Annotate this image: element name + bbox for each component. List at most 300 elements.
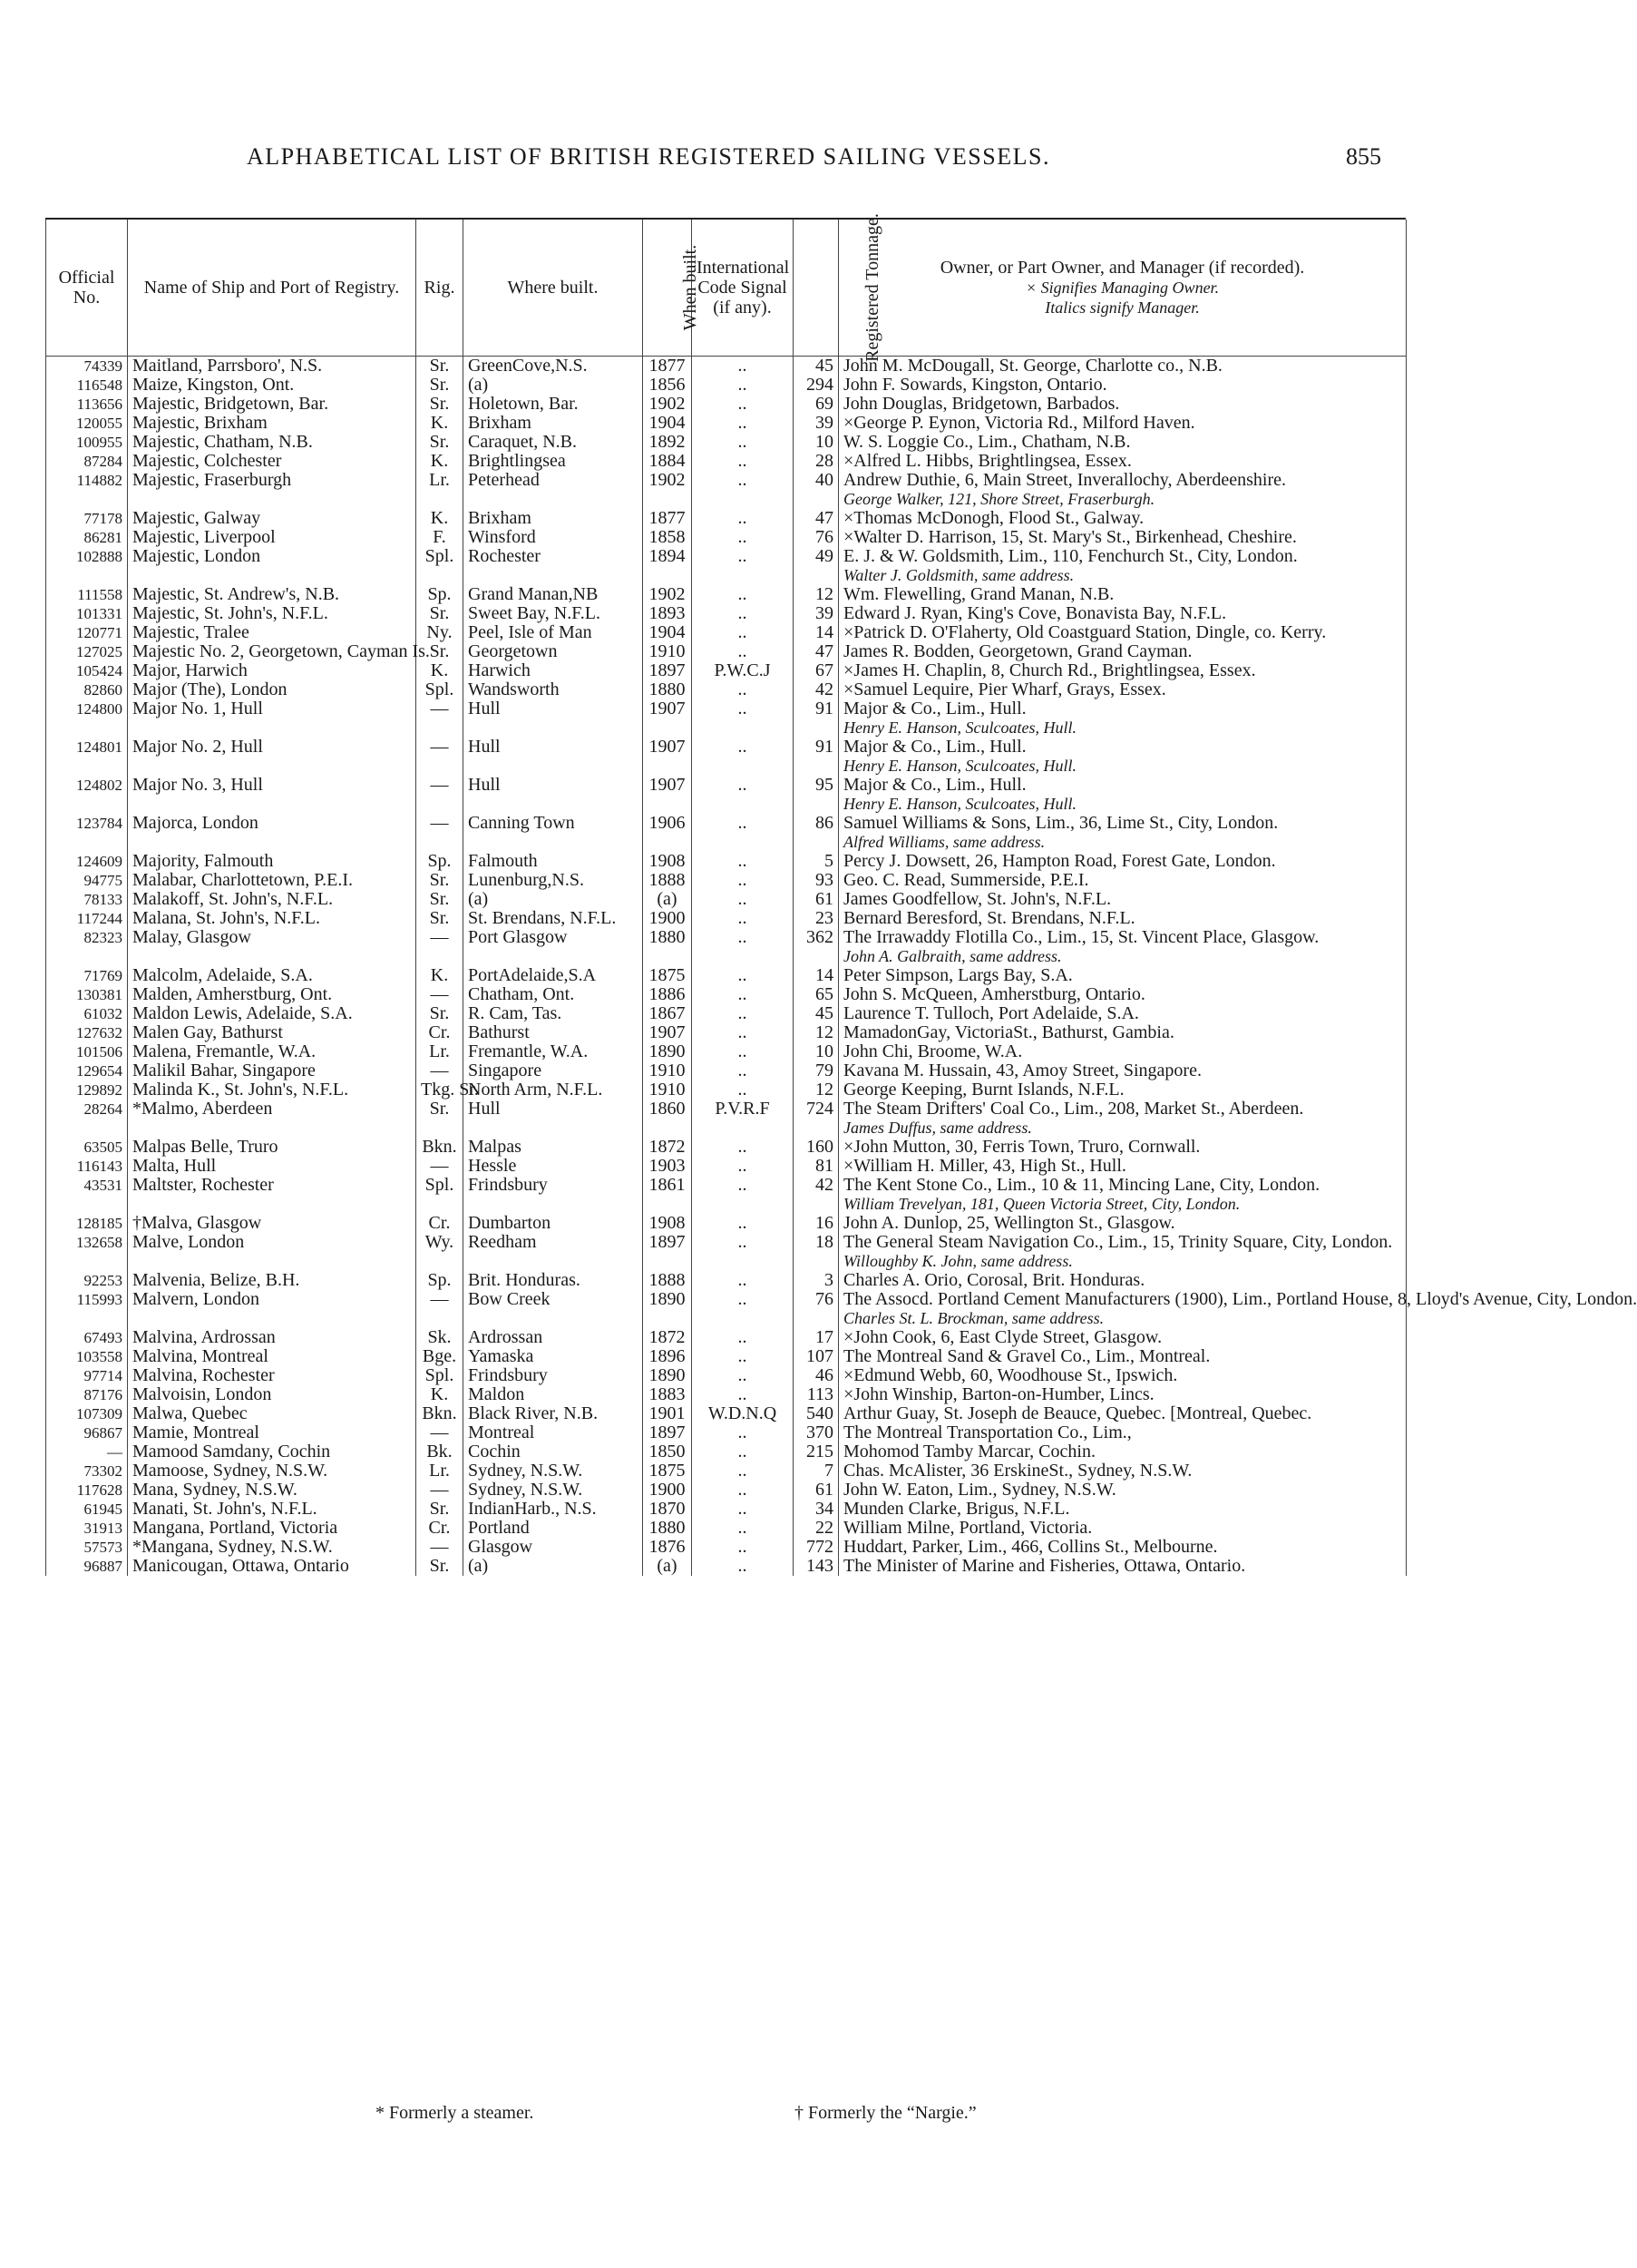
table-row [46, 1328, 1407, 1347]
owner-cell [839, 680, 1407, 699]
official-no-cell: 124609 [46, 852, 128, 871]
col-owner-note: × Signifies Managing Owner. [1025, 279, 1220, 297]
manager-text: Walter J. Goldsmith, same address. [843, 566, 1075, 584]
table-row [46, 357, 1407, 376]
official-no-cell: 31913 [46, 1519, 128, 1538]
tonnage-cell: 23 [794, 909, 839, 928]
rig-cell: Sr. [416, 1100, 463, 1138]
tonnage-cell: 18 [794, 1233, 839, 1271]
code-signal-cell: .. [692, 471, 794, 509]
owner-cell [839, 985, 1407, 1004]
when-built-cell: 1910 [643, 1080, 692, 1100]
table-row [46, 1004, 1407, 1023]
owner-cell [839, 395, 1407, 414]
code-signal-cell: .. [692, 528, 794, 547]
code-signal-cell: .. [692, 1328, 794, 1347]
owner-cell [839, 1042, 1407, 1061]
official-no-cell: 132658 [46, 1233, 128, 1271]
rig-cell: Wy. [416, 1233, 463, 1271]
owner-cell [839, 1061, 1407, 1080]
official-no-cell: 105424 [46, 661, 128, 680]
tonnage-cell: 39 [794, 414, 839, 433]
official-no-cell: 101506 [46, 1042, 128, 1061]
code-signal-cell: .. [692, 1519, 794, 1538]
ship-name-cell: Maldon Lewis, Adelaide, S.A. [128, 1004, 416, 1023]
tonnage-cell: 10 [794, 433, 839, 452]
when-built-cell: 1902 [643, 395, 692, 414]
ship-name-cell: Majestic No. 2, Georgetown, Cayman Is. [128, 642, 416, 661]
official-no-cell: 102888 [46, 547, 128, 585]
table-row [46, 452, 1407, 471]
owner-text: The Kent Stone Co., Lim., 10 & 11, Mincing Lane, City, London. [843, 1175, 1320, 1195]
owner-text: ×John Cook, 6, East Clyde Street, Glasgow. [843, 1327, 1163, 1347]
where-built-cell: Caraquet, N.B. [463, 433, 643, 452]
tonnage-cell: 67 [794, 661, 839, 680]
table-row [46, 680, 1407, 699]
manager-text: William Trevelyan, 181, Queen Victoria Street, City, London. [843, 1195, 1241, 1213]
tonnage-cell: 215 [794, 1442, 839, 1461]
official-no-cell: 57573 [46, 1538, 128, 1557]
official-no-cell: 71769 [46, 966, 128, 985]
tonnage-cell: 86 [794, 814, 839, 852]
official-no-cell: 124802 [46, 776, 128, 814]
register-body [46, 356, 1637, 1577]
rig-cell: Cr. [416, 1214, 463, 1233]
owner-text: Kavana M. Hussain, 43, Amoy Street, Singapore. [843, 1061, 1202, 1080]
table-row [46, 1557, 1407, 1576]
where-built-cell: (a) [463, 376, 643, 395]
where-built-cell: Hull [463, 776, 643, 814]
tonnage-cell: 91 [794, 738, 839, 776]
where-built-cell: Holetown, Bar. [463, 395, 643, 414]
official-no-cell: 120055 [46, 414, 128, 433]
where-built-cell: Falmouth [463, 852, 643, 871]
table-row [46, 661, 1407, 680]
ship-name-cell: Malakoff, St. John's, N.F.L. [128, 890, 416, 909]
official-no-cell: 117628 [46, 1481, 128, 1500]
where-built-cell: Sydney, N.S.W. [463, 1481, 643, 1500]
table-row [46, 1042, 1407, 1061]
when-built-cell: 1890 [643, 1366, 692, 1385]
owner-text: The General Steam Navigation Co., Lim., 15, Trinity Square, City, London. [843, 1232, 1393, 1252]
table-row [46, 1347, 1407, 1366]
when-built-cell: 1897 [643, 1423, 692, 1442]
when-built-cell: 1907 [643, 738, 692, 776]
code-signal-cell: .. [692, 1423, 794, 1442]
table-row [46, 814, 1407, 852]
owner-text: The Irrawaddy Flotilla Co., Lim., 15, St. Vincent Place, Glasgow. [843, 927, 1320, 947]
table-row [46, 1500, 1407, 1519]
code-signal-cell: .. [692, 1157, 794, 1176]
table-row [46, 1366, 1407, 1385]
owner-cell [839, 1538, 1407, 1557]
ship-name-cell: Malta, Hull [128, 1157, 416, 1176]
code-signal-cell: W.D.N.Q [692, 1404, 794, 1423]
ship-name-cell: Malvoisin, London [128, 1385, 416, 1404]
table-row [46, 852, 1407, 871]
ship-name-cell: Malvina, Ardrossan [128, 1328, 416, 1347]
table-row [46, 471, 1407, 509]
ship-name-cell: Major No. 2, Hull [128, 738, 416, 776]
footnote-nargie: † Formerly the “Nargie.” [794, 2103, 977, 2123]
official-no-cell: 87176 [46, 1385, 128, 1404]
code-signal-cell: .. [692, 1176, 794, 1214]
when-built-cell: 1902 [643, 585, 692, 604]
table-row [46, 1385, 1407, 1404]
when-built-cell: 1897 [643, 1233, 692, 1271]
rig-cell: Sr. [416, 395, 463, 414]
where-built-cell: Reedham [463, 1233, 643, 1271]
owner-cell [839, 1100, 1407, 1138]
rig-cell: Sp. [416, 585, 463, 604]
manager-text: Willoughby K. John, same address. [843, 1252, 1073, 1270]
rig-cell: Sr. [416, 1557, 463, 1576]
ship-name-cell: Malay, Glasgow [128, 928, 416, 966]
tonnage-cell: 12 [794, 1023, 839, 1042]
owner-cell [839, 966, 1407, 985]
owner-cell [839, 1233, 1407, 1271]
rig-cell: — [416, 1423, 463, 1442]
rig-cell: K. [416, 509, 463, 528]
code-signal-cell: .. [692, 1290, 794, 1328]
owner-cell [839, 814, 1407, 852]
tonnage-cell: 46 [794, 1366, 839, 1385]
owner-cell [839, 471, 1407, 509]
code-signal-cell: .. [692, 1538, 794, 1557]
code-signal-cell: .. [692, 1366, 794, 1385]
where-built-cell: Sydney, N.S.W. [463, 1461, 643, 1481]
owner-text: Chas. McAlister, 36 ErskineSt., Sydney, N.S.W. [843, 1461, 1193, 1481]
manager-text: James Duffus, same address. [843, 1119, 1032, 1137]
when-built-cell: 1907 [643, 1023, 692, 1042]
when-built-cell: 1886 [643, 985, 692, 1004]
ship-name-cell: Majority, Falmouth [128, 852, 416, 871]
where-built-cell: (a) [463, 890, 643, 909]
owner-text: George Keeping, Burnt Islands, N.F.L. [843, 1080, 1125, 1100]
col-owner-note2: Italics signify Manager. [1045, 298, 1200, 317]
rig-cell: Spl. [416, 1176, 463, 1214]
where-built-cell: Black River, N.B. [463, 1404, 643, 1423]
owner-text: W. S. Loggie Co., Lim., Chatham, N.B. [843, 432, 1131, 452]
owner-cell [839, 1023, 1407, 1042]
when-built-cell: 1876 [643, 1538, 692, 1557]
where-built-cell: Singapore [463, 1061, 643, 1080]
table-row [46, 966, 1407, 985]
official-no-cell: 113656 [46, 395, 128, 414]
owner-text: The Montreal Sand & Gravel Co., Lim., Montreal. [843, 1346, 1211, 1366]
where-built-cell: Maldon [463, 1385, 643, 1404]
code-signal-cell: .. [692, 680, 794, 699]
rig-cell: K. [416, 966, 463, 985]
tonnage-cell: 47 [794, 642, 839, 661]
table-row [46, 738, 1407, 776]
where-built-cell: Yamaska [463, 1347, 643, 1366]
owner-text: Edward J. Ryan, King's Cove, Bonavista Bay, N.F.L. [843, 603, 1227, 623]
owner-text: ×Samuel Lequire, Pier Wharf, Grays, Essex. [843, 679, 1166, 699]
code-signal-cell: .. [692, 547, 794, 585]
when-built-cell: 1856 [643, 376, 692, 395]
owner-cell [839, 1519, 1407, 1538]
rig-cell: Lr. [416, 471, 463, 509]
owner-text: John M. McDougall, St. George, Charlotte co., N.B. [843, 356, 1223, 376]
code-signal-cell: .. [692, 1080, 794, 1100]
official-no-cell: 124801 [46, 738, 128, 776]
where-built-cell: Portland [463, 1519, 643, 1538]
where-built-cell: Montreal [463, 1423, 643, 1442]
owner-cell [839, 909, 1407, 928]
tonnage-cell: 7 [794, 1461, 839, 1481]
owner-text: ×John Winship, Barton-on-Humber, Lincs. [843, 1384, 1155, 1404]
rig-cell: Tkg. Sr. [416, 1080, 463, 1100]
where-built-cell: Brit. Honduras. [463, 1271, 643, 1290]
rig-cell: — [416, 699, 463, 738]
tonnage-cell: 61 [794, 1481, 839, 1500]
where-built-cell: Brightlingsea [463, 452, 643, 471]
when-built-cell: 1883 [643, 1385, 692, 1404]
official-no-cell: 43531 [46, 1176, 128, 1214]
when-built-cell: 1907 [643, 776, 692, 814]
official-no-cell: 124800 [46, 699, 128, 738]
when-built-cell: 1860 [643, 1100, 692, 1138]
when-built-cell: (a) [643, 1557, 692, 1576]
code-signal-cell: .. [692, 1347, 794, 1366]
tonnage-cell: 40 [794, 471, 839, 509]
rig-cell: Spl. [416, 1366, 463, 1385]
owner-text: Bernard Beresford, St. Brendans, N.F.L. [843, 908, 1135, 928]
where-built-cell: Bow Creek [463, 1290, 643, 1328]
where-built-cell: North Arm, N.F.L. [463, 1080, 643, 1100]
when-built-cell: 1902 [643, 471, 692, 509]
tonnage-cell: 3 [794, 1271, 839, 1290]
owner-text: Major & Co., Lim., Hull. [843, 775, 1027, 795]
owner-text: Major & Co., Lim., Hull. [843, 699, 1027, 719]
code-signal-cell: .. [692, 395, 794, 414]
table-row [46, 376, 1407, 395]
code-signal-cell: .. [692, 776, 794, 814]
when-built-cell: 1908 [643, 852, 692, 871]
owner-text: John Chi, Broome, W.A. [843, 1041, 1023, 1061]
owner-cell [839, 642, 1407, 661]
rig-cell: Lr. [416, 1042, 463, 1061]
table-row [46, 642, 1407, 661]
table-row [46, 1442, 1407, 1461]
official-no-cell: 101331 [46, 604, 128, 623]
tonnage-cell: 93 [794, 871, 839, 890]
header-row [46, 220, 1407, 357]
table-row [46, 890, 1407, 909]
table-row [46, 433, 1407, 452]
where-built-cell: St. Brendans, N.F.L. [463, 909, 643, 928]
ship-name-cell: Malcolm, Adelaide, S.A. [128, 966, 416, 985]
owner-text: ×John Mutton, 30, Ferris Town, Truro, Cornwall. [843, 1137, 1201, 1157]
owner-cell [839, 623, 1407, 642]
official-no-cell: 73302 [46, 1461, 128, 1481]
owner-cell [839, 776, 1407, 814]
ship-name-cell: Majestic, Chatham, N.B. [128, 433, 416, 452]
owner-text: MamadonGay, VictoriaSt., Bathurst, Gambia. [843, 1022, 1174, 1042]
tonnage-cell: 45 [794, 1004, 839, 1023]
code-signal-cell: .. [692, 452, 794, 471]
code-signal-cell: .. [692, 928, 794, 966]
owner-text: Wm. Flewelling, Grand Manan, N.B. [843, 584, 1115, 604]
official-no-cell: 127025 [46, 642, 128, 661]
ship-name-cell: *Mangana, Sydney, N.S.W. [128, 1538, 416, 1557]
table-row [46, 1538, 1407, 1557]
when-built-cell: 1894 [643, 547, 692, 585]
when-built-cell: (a) [643, 890, 692, 909]
ship-name-cell: †Malva, Glasgow [128, 1214, 416, 1233]
ship-name-cell: Majestic, Galway [128, 509, 416, 528]
rig-cell: Lr. [416, 1461, 463, 1481]
rig-cell: Sr. [416, 433, 463, 452]
rig-cell: Bkn. [416, 1138, 463, 1157]
code-signal-cell: .. [692, 433, 794, 452]
where-built-cell: Winsford [463, 528, 643, 547]
where-built-cell: Glasgow [463, 1538, 643, 1557]
official-no-cell: 117244 [46, 909, 128, 928]
owner-text: James Goodfellow, St. John's, N.F.L. [843, 889, 1112, 909]
ship-name-cell: Majestic, St. Andrew's, N.B. [128, 585, 416, 604]
tonnage-cell: 22 [794, 1519, 839, 1538]
footnotes [0, 2103, 1480, 2130]
when-built-cell: 1888 [643, 871, 692, 890]
official-no-cell: 120771 [46, 623, 128, 642]
where-built-cell: GreenCove,N.S. [463, 357, 643, 376]
manager-text: Henry E. Hanson, Sculcoates, Hull. [843, 757, 1077, 775]
ship-name-cell: Mamoose, Sydney, N.S.W. [128, 1461, 416, 1481]
owner-cell [839, 528, 1407, 547]
rig-cell: Sk. [416, 1328, 463, 1347]
official-no-cell: 127632 [46, 1023, 128, 1042]
owner-cell [839, 433, 1407, 452]
ship-name-cell: Major, Harwich [128, 661, 416, 680]
tonnage-cell: 107 [794, 1347, 839, 1366]
tonnage-cell: 16 [794, 1214, 839, 1233]
ship-name-cell: Malen Gay, Bathurst [128, 1023, 416, 1042]
page-header [0, 143, 1480, 180]
official-no-cell: 115993 [46, 1290, 128, 1328]
rig-cell: — [416, 814, 463, 852]
ship-name-cell: Malden, Amherstburg, Ont. [128, 985, 416, 1004]
footnote-steamer: * Formerly a steamer. [375, 2103, 534, 2123]
owner-cell [839, 414, 1407, 433]
owner-cell [839, 1004, 1407, 1023]
code-signal-cell: .. [692, 604, 794, 623]
tonnage-cell: 12 [794, 585, 839, 604]
rig-cell: — [416, 1538, 463, 1557]
table-row [46, 1176, 1407, 1214]
owner-text: John F. Sowards, Kingston, Ontario. [843, 375, 1107, 395]
owner-text: The Assocd. Portland Cement Manufacturers (1900), Lim., Portland House, 8, Lloyd's Avenue, City, London. [843, 1289, 1637, 1309]
when-built-cell: 1875 [643, 1461, 692, 1481]
when-built-cell: 1877 [643, 357, 692, 376]
where-built-cell: Frindsbury [463, 1366, 643, 1385]
owner-text: Samuel Williams & Sons, Lim., 36, Lime St., City, London. [843, 813, 1279, 833]
tonnage-cell: 5 [794, 852, 839, 871]
code-signal-cell: .. [692, 414, 794, 433]
ship-name-cell: Major No. 3, Hull [128, 776, 416, 814]
code-signal-cell: .. [692, 1061, 794, 1080]
owner-text: Charles A. Orio, Corosal, Brit. Honduras. [843, 1270, 1145, 1290]
official-no-cell: 96867 [46, 1423, 128, 1442]
when-built-cell: 1870 [643, 1500, 692, 1519]
page-title: ALPHABETICAL LIST OF BRITISH REGISTERED SAILING VESSELS. [247, 143, 1050, 170]
official-no-cell: 78133 [46, 890, 128, 909]
owner-text: John A. Dunlop, 25, Wellington St., Glasgow. [843, 1213, 1175, 1233]
owner-text: ×Edmund Webb, 60, Woodhouse St., Ipswich. [843, 1365, 1178, 1385]
owner-text: The Montreal Transportation Co., Lim., [843, 1422, 1132, 1442]
code-signal-cell: P.W.C.J [692, 661, 794, 680]
when-built-cell: 1877 [643, 509, 692, 528]
table-row [46, 776, 1407, 814]
table-row [46, 1461, 1407, 1481]
ship-name-cell: Maize, Kingston, Ont. [128, 376, 416, 395]
owner-text: The Steam Drifters' Coal Co., Lim., 208, Market St., Aberdeen. [843, 1099, 1304, 1119]
owner-cell [839, 1328, 1407, 1347]
rig-cell: Ny. [416, 623, 463, 642]
code-signal-cell: .. [692, 1214, 794, 1233]
owner-text: John S. McQueen, Amherstburg, Ontario. [843, 984, 1145, 1004]
ship-name-cell: Malwa, Quebec [128, 1404, 416, 1423]
rig-cell: — [416, 776, 463, 814]
owner-text: ×George P. Eynon, Victoria Rd., Milford Haven. [843, 413, 1195, 433]
when-built-cell: 1858 [643, 528, 692, 547]
code-signal-cell: .. [692, 357, 794, 376]
owner-cell [839, 1271, 1407, 1290]
table-row [46, 1080, 1407, 1100]
rig-cell: Sr. [416, 1004, 463, 1023]
owner-text: E. J. & W. Goldsmith, Lim., 110, Fenchurch St., City, London. [843, 546, 1298, 566]
where-built-cell: Hull [463, 738, 643, 776]
tonnage-cell: 76 [794, 528, 839, 547]
ship-name-cell: Majestic, Brixham [128, 414, 416, 433]
where-built-cell: Bathurst [463, 1023, 643, 1042]
ship-name-cell: Majestic, Liverpool [128, 528, 416, 547]
ship-name-cell: Majestic, St. John's, N.F.L. [128, 604, 416, 623]
owner-cell [839, 1404, 1407, 1423]
register-grid [45, 213, 1637, 1576]
where-built-cell: Dumbarton [463, 1214, 643, 1233]
ship-name-cell: Mana, Sydney, N.S.W. [128, 1481, 416, 1500]
table-row [46, 1519, 1407, 1538]
code-signal-cell: .. [692, 1233, 794, 1271]
owner-cell [839, 376, 1407, 395]
where-built-cell: Lunenburg,N.S. [463, 871, 643, 890]
where-built-cell: Harwich [463, 661, 643, 680]
ship-name-cell: Majestic, Tralee [128, 623, 416, 642]
rig-cell: K. [416, 452, 463, 471]
owner-cell [839, 1442, 1407, 1461]
official-no-cell: 67493 [46, 1328, 128, 1347]
code-signal-cell: .. [692, 623, 794, 642]
rig-cell: — [416, 738, 463, 776]
owner-cell [839, 1461, 1407, 1481]
table-row [46, 985, 1407, 1004]
official-no-cell: 100955 [46, 433, 128, 452]
manager-text: Henry E. Hanson, Sculcoates, Hull. [843, 795, 1077, 813]
table-row [46, 509, 1407, 528]
col-owner-title: Owner, or Part Owner, and Manager (if recorded). [940, 258, 1305, 278]
owner-cell [839, 1481, 1407, 1500]
official-no-cell: 74339 [46, 357, 128, 376]
official-no-cell: 123784 [46, 814, 128, 852]
ship-name-cell: Major No. 1, Hull [128, 699, 416, 738]
code-signal-cell: .. [692, 852, 794, 871]
ship-name-cell: Malinda K., St. John's, N.F.L. [128, 1080, 416, 1100]
official-no-cell: — [46, 1442, 128, 1461]
table-row [46, 1138, 1407, 1157]
official-no-cell: 61945 [46, 1500, 128, 1519]
